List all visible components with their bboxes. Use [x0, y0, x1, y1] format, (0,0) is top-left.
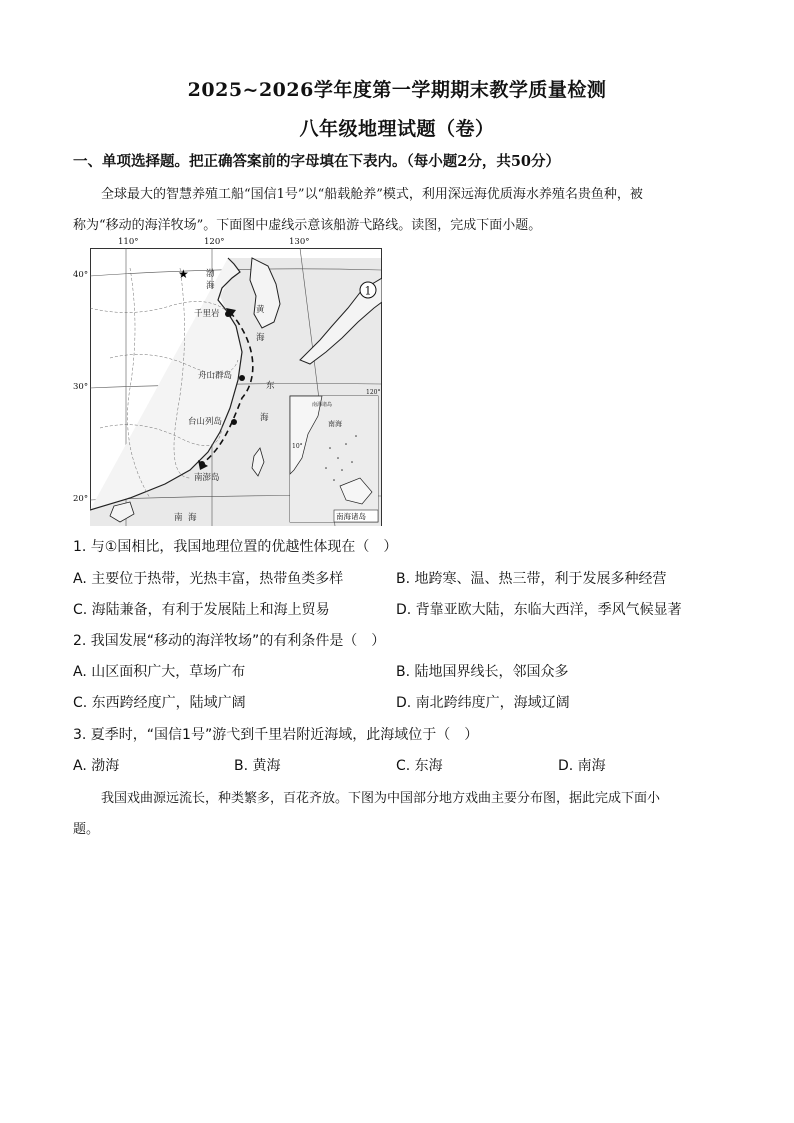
option[interactable]: C. 东海 — [396, 758, 443, 774]
option[interactable]: B. 陆地国界线长，邻国众多 — [396, 664, 569, 680]
passage-line: 称为“移动的海洋牧场”。下面图中虚线示意该船游弋路线。读图，完成下面小题。 — [73, 218, 542, 233]
section-heading: 一、单项选择题。把正确答案前的字母填在下表内。（每小题2分，共50分） — [73, 153, 561, 170]
passage-line: 全球最大的智慧养殖工船“国信1号”以“船载舱养”模式，利用深远海优质海水养殖名贵鱼种，被 — [101, 187, 643, 202]
inset-lon-label: 120° — [366, 389, 381, 396]
question-stem: 3. 夏季时，“国信1号”游弋到千里岩附近海域，此海域位于（ ） — [73, 727, 479, 743]
passage-line: 题。 — [73, 822, 100, 837]
lon-label: 130° — [289, 237, 310, 247]
option[interactable]: C. 东西跨经度广，陆域广阔 — [73, 695, 246, 711]
question-stem: 1. 与①国相比，我国地理位置的优越性体现在（ ） — [73, 539, 398, 555]
qianliyan-label: 千里岩 — [194, 309, 220, 319]
inset-sea-label: 南海 — [328, 420, 342, 428]
option[interactable]: A. 渤海 — [73, 758, 120, 774]
option[interactable]: B. 黄海 — [234, 758, 281, 774]
taishan-label: 台山列岛 — [188, 417, 223, 427]
country-one-label: 1 — [364, 284, 372, 298]
lon-label: 110° — [118, 237, 139, 247]
question-stem: 2. 我国发展“移动的海洋牧场”的有利条件是（ ） — [73, 633, 386, 649]
option[interactable]: A. 主要位于热带，光热丰富，热带鱼类多样 — [73, 571, 344, 587]
lat-label: 30° — [73, 382, 89, 392]
qianliyan-point — [225, 311, 231, 317]
map-label: 海 — [260, 413, 269, 423]
nanpeng-label: 南澎岛 — [194, 473, 220, 483]
map-label: 渤 — [206, 269, 215, 279]
map-label: 海 — [256, 333, 265, 343]
passage-line: 我国戏曲源远流长，种类繁多，百花齐放。下图为中国部分地方戏曲主要分布图，据此完成下面小 — [101, 791, 661, 806]
inset-small-label: 南海诸岛 — [312, 402, 333, 408]
map-label: 海 — [206, 281, 215, 291]
option[interactable]: C. 海陆兼备，有利于发展陆上和海上贸易 — [73, 602, 330, 618]
zhoushan-point — [239, 375, 245, 381]
exam-title: 2025~2026学年度第一学期期末教学质量检测 — [187, 79, 607, 101]
map-label: 南 — [174, 513, 183, 523]
option[interactable]: D. 南北跨纬度广，海域辽阔 — [396, 695, 570, 711]
nanpeng-point — [199, 461, 205, 467]
inset-caption: 南海诸岛 — [336, 512, 366, 521]
route-map — [90, 248, 382, 526]
inset-lat-label: 10° — [292, 443, 303, 450]
lon-label: 120° — [204, 237, 225, 247]
taishan-point — [231, 419, 237, 425]
option[interactable]: D. 背靠亚欧大陆，东临大西洋，季风气候显著 — [396, 602, 682, 618]
map-label: 海 — [188, 513, 197, 523]
option[interactable]: B. 地跨寒、温、热三带，利于发展多种经营 — [396, 571, 667, 587]
lat-label: 20° — [73, 494, 89, 504]
exam-subtitle: 八年级地理试题（卷） — [299, 118, 495, 140]
map-label: 黄 — [256, 305, 265, 315]
option[interactable]: A. 山区面积广大，草场广布 — [73, 664, 246, 680]
map-label: 东 — [266, 381, 275, 391]
lat-label: 40° — [73, 270, 89, 280]
option[interactable]: D. 南海 — [558, 758, 606, 774]
capital-star-icon: ★ — [178, 267, 189, 281]
zhoushan-label: 舟山群岛 — [198, 371, 233, 381]
